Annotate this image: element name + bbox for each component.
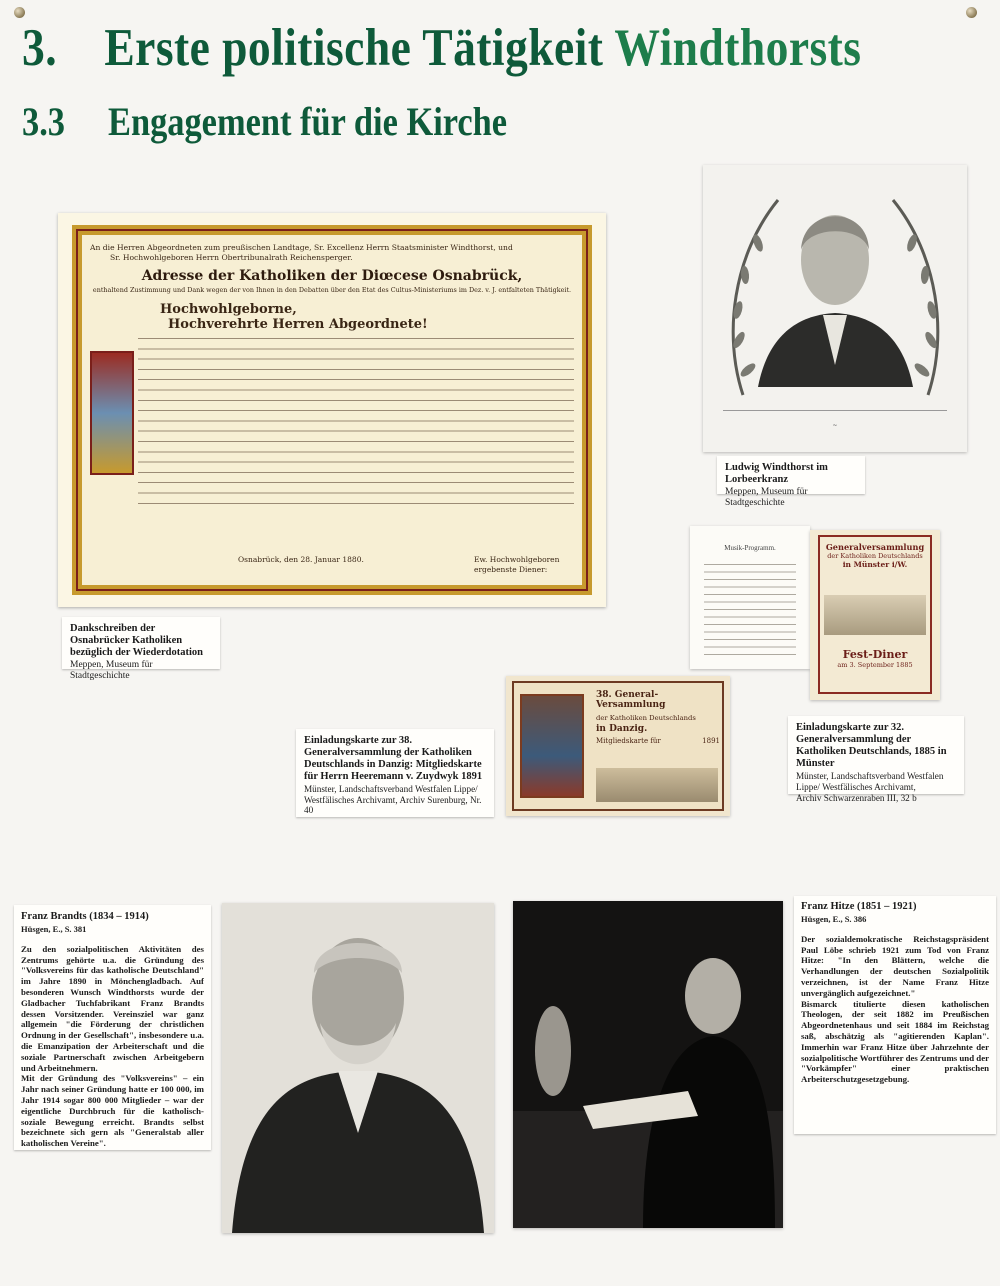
- hitze-text-2: Bismarck titulierte diesen katholischen Theologen, der seit 1882 im Preußischen Abgeordnetenhaus und seit 1884 im Reichstag saß, abschätzig als "agitierenden Kaplan". Immerhin war Franz Hitze über Jahrzehnte der sozialpolitische Wortführer des Zentrums und der "Vorkämpfer" einer praktischen Arbeiterschutzgesetzgebung.: [801, 998, 989, 1085]
- sub-heading: [22, 98, 507, 145]
- caption-title: Einladungskarte zur 38. Generalversammlung der Katholiken Deutschlands in Danzig: Mitgliedskarte für Herrn Heeremann v. Zuydwyk 1891: [304, 735, 483, 782]
- main-heading: [22, 18, 861, 78]
- portrait-drawing: [703, 165, 967, 452]
- certificate-line: An die Herren Abgeordneten zum preußischen Landtage, Sr. Excellenz Herrn Staatsminister Windthorst, und: [90, 243, 513, 252]
- windthorst-portrait-image: [703, 165, 967, 452]
- programme-lines: [704, 560, 796, 656]
- hitze-text-panel: [794, 896, 996, 1134]
- brandts-photo-image: [222, 903, 494, 1233]
- windthorst-caption: [717, 456, 865, 508]
- certificate-title: Adresse der Katholiken der Diœcese Osnabrück,: [141, 268, 523, 285]
- brandts-title: Franz Brandts (1834 – 1914): [21, 911, 149, 922]
- card32-title: Generalversammlung der Katholiken Deutschlands in Münster i/W.: [825, 542, 925, 569]
- hitze-text: Der sozialdemokratische Reichstagspräsident Paul Löbe schrieb 1921 zum Tod von Franz Hitze: "In den Blättern, welche die Verhandlungen der deutschen Sozialpolitik verzeichnen, ist der Name Franz Hitze unvergänglich aufgezeichnet.": [801, 933, 989, 998]
- card38-text: 38. General-Versammlung der Katholiken Deutschlands in Danzig. Mitgliedskarte für 1891: [596, 690, 720, 745]
- certificate-caption: [62, 617, 220, 681]
- caption-source: Meppen, Museum für Stadtgeschichte: [725, 487, 808, 508]
- certificate-subtitle: enthaltend Zustimmung und Dank wegen der von Ihnen in den Debatten über den Etat des Cultus-Ministeriums im Dez. v. J. entfalteten Thätigkeit.: [92, 286, 572, 295]
- caption-source: Meppen, Museum für Stadtgeschichte: [70, 660, 153, 681]
- card-32-general-assembly: [810, 530, 940, 700]
- subheading-title: Engagement für die Kirche: [108, 99, 508, 144]
- brandts-drawing: [222, 903, 494, 1233]
- card38-madonna-image: [520, 694, 584, 798]
- card38-caption: [296, 729, 494, 817]
- caption-source: Münster, Landschaftsverband Westfalen Lippe/ Westfälisches Archivamt, Archiv Surenburg, Nr. 40: [304, 784, 482, 816]
- hitze-title: Franz Hitze (1851 – 1921): [801, 901, 917, 912]
- card32-cityscape-image: [824, 595, 926, 635]
- brandts-text: Zu den sozialpolitischen Aktivitäten des Zentrums gehörte u.a. die Gründung des "Volksvereins für das katholische Deutschland" im Jahre 1890 in Mönchengladbach. Auf besonderen Wunsch Windthorsts wurde der Gladbacher Tuchfabrikant Franz Brandts dessen Vorsitzender. Vereinsziel war ganz allgemein "die Förderung der christlichen Ordnung in der Gesellschaft", insbesondere u.a. die Emanzipation der Arbeiterschaft und die soziale Partnerschaft zwischen Arbeitgebern und Arbeitnehmern.: [21, 943, 204, 1073]
- caption-source-2: Archiv Schwarzenraben III, 32 b: [796, 793, 917, 804]
- certificate-salutation: Hochverehrte Herren Abgeordnete!: [168, 316, 428, 332]
- svg-text:~: ~: [832, 422, 838, 429]
- illuminated-initial-image: [90, 351, 134, 475]
- brandts-source: Hüsgen, E., S. 381: [21, 924, 87, 934]
- caption-title: Ludwig Windthorst im Lorbeerkranz: [725, 462, 828, 485]
- certificate-line: Sr. Hochwohlgeboren Herrn Obertribunalrath Reichensperger.: [110, 253, 353, 263]
- certificate-document: [58, 213, 606, 607]
- subheading-number: 3.3: [22, 99, 65, 144]
- caption-title: Dankschreiben der Osnabrücker Katholiken bezüglich der Wiederdotation: [70, 623, 204, 658]
- heading-number: 3.: [22, 19, 58, 77]
- certificate-footer: [138, 553, 574, 577]
- heading-title-highlight: Windthorsts: [614, 19, 862, 77]
- heading-title: Erste politische Tätigkeit: [104, 19, 604, 77]
- pin-top-left: [14, 7, 25, 18]
- hitze-drawing: [513, 901, 783, 1228]
- certificate-salutation: Hochwohlgeborne,: [160, 301, 297, 317]
- programme-title: Musik-Programm.: [724, 544, 776, 552]
- pin-top-right: [966, 7, 977, 18]
- card32-dinner: Fest-Diner am 3. September 1885: [837, 648, 913, 669]
- certificate-text: [90, 243, 574, 577]
- card32-caption: [788, 716, 964, 804]
- brandts-text-2: Mit der Gründung des "Volksvereins" – ein Jahr nach seiner Gründung hatte er 100 000, im Jahr 1914 sogar 800 000 Mitglieder – war der eigentliche Durchbruch für die katholisch-soziale Bewegung erreicht. Brandts selbst bezeichnete sich gern als "Generalstab aller katholischen Vereine".: [21, 1073, 204, 1149]
- brandts-text-panel: [14, 905, 211, 1150]
- certificate-footer-sign: Ew. Hochwohlgeboren ergebenste Diener:: [474, 555, 560, 575]
- caption-title: Einladungskarte zur 32. Generalversammlung der Katholiken Deutschlands, 1885 in Münster: [796, 722, 947, 769]
- music-programme-card: [690, 526, 810, 669]
- card38-cityscape-image: [596, 768, 718, 802]
- hitze-photo-image: [513, 901, 783, 1228]
- certificate-body-lines: [138, 334, 574, 506]
- caption-source: Münster, Landschaftsverband Westfalen Lippe/ Westfälisches Archivamt,: [796, 771, 944, 792]
- certificate-footer-place: Osnabrück, den 28. Januar 1880.: [238, 555, 364, 564]
- card-38-general-assembly: [506, 676, 730, 816]
- hitze-source: Hüsgen, E., S. 386: [801, 914, 867, 924]
